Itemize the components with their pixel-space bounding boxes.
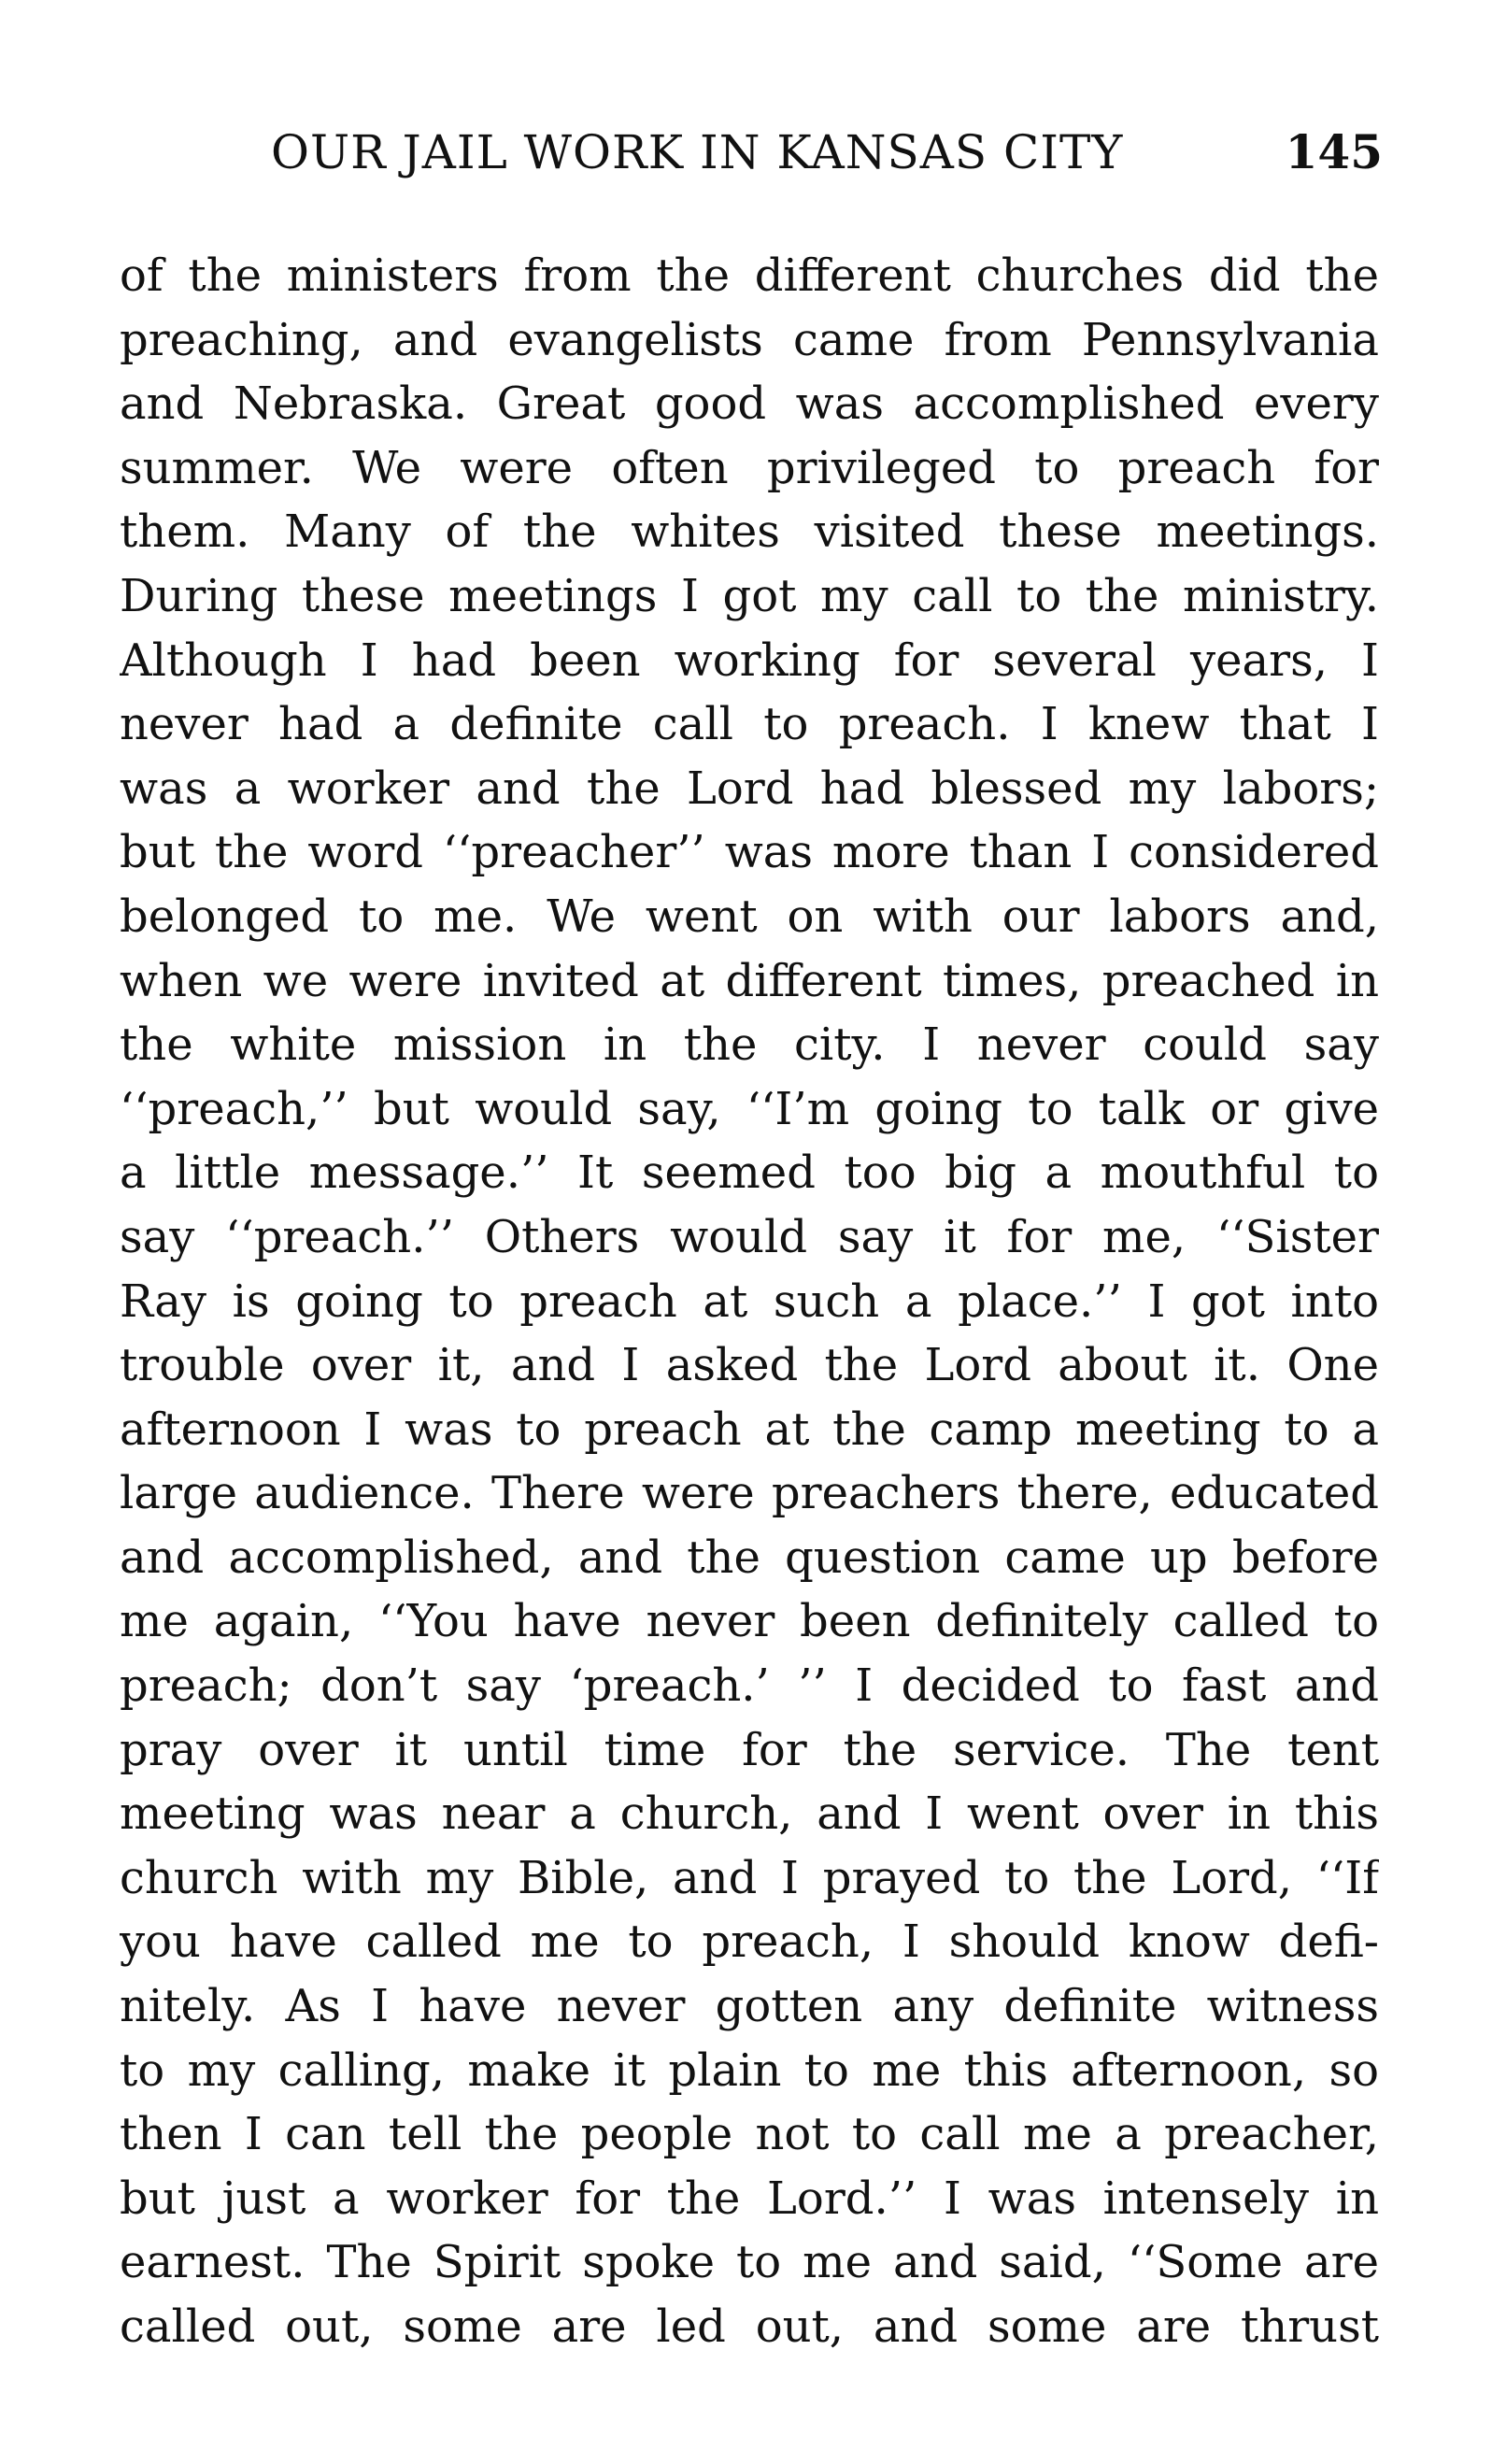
text-line: large audience. There were preachers there, educated [120, 1467, 1379, 1520]
text-line: afternoon I was to preach at the camp meeting to a [120, 1403, 1379, 1456]
text-line: to my calling, make it plain to me this afternoon, so [120, 2044, 1379, 2097]
page-number: 145 [1285, 124, 1383, 179]
text-line: and accomplished, and the question came up before [120, 1531, 1379, 1584]
text-line: meeting was near a church, and I went over in this [120, 1787, 1379, 1841]
text-line: pray over it until time for the service. The tent [120, 1723, 1379, 1776]
text-line: them. Many of the whites visited these meetings. [120, 506, 1379, 559]
text-line: a little message.’’ It seemed too big a mouthful to [120, 1147, 1379, 1200]
text-line: of the ministers from the different churches did the [120, 249, 1379, 302]
text-line: the white mission in the city. I never could say [120, 1018, 1379, 1072]
body-text [120, 244, 1379, 2359]
text-line: earnest. The Spirit spoke to me and said, ‘‘Some are [120, 2236, 1379, 2289]
text-line: belonged to me. We went on with our labors and, [120, 890, 1379, 943]
text-line: preach; don’t say ‘preach.’ ’’ I decided to fast and [120, 1659, 1379, 1713]
text-line: but just a worker for the Lord.’’ I was intensely in [120, 2172, 1379, 2225]
text-line: called out, some are led out, and some are thrust [120, 2300, 1379, 2353]
text-line: ‘‘preach,’’ but would say, ‘‘I’m going to talk or give [120, 1082, 1379, 1135]
text-line: you have called me to preach, I should know defi- [120, 1916, 1379, 1969]
text-line: me again, ‘‘You have never been definitely called to [120, 1595, 1379, 1648]
text-line: Ray is going to preach at such a place.’’ I got into [120, 1275, 1379, 1328]
text-line: say ‘‘preach.’’ Others would say it for me, ‘‘Sister [120, 1210, 1379, 1263]
text-line: then I can tell the people not to call me a preacher, [120, 2108, 1379, 2161]
running-head [112, 120, 1383, 185]
text-line: never had a definite call to preach. I knew that I [120, 698, 1379, 751]
text-line: but the word ‘‘preacher’’ was more than I considered [120, 826, 1379, 879]
text-line: when we were invited at different times, preached in [120, 954, 1379, 1007]
text-line: nitely. As I have never gotten any definite witness [120, 1980, 1379, 2033]
text-line: and Nebraska. Great good was accomplished every [120, 377, 1379, 431]
running-title: OUR JAIL WORK IN KANSAS CITY [271, 125, 1124, 179]
text-line: Although I had been working for several years, I [120, 634, 1379, 687]
text-line: preaching, and evangelists came from Pennsylvania [120, 313, 1379, 366]
text-line: church with my Bible, and I prayed to the Lord, ‘‘If [120, 1851, 1379, 1904]
text-line: was a worker and the Lord had blessed my labors; [120, 762, 1379, 815]
text-line: summer. We were often privileged to preach for [120, 441, 1379, 494]
text-line: trouble over it, and I asked the Lord about it. One [120, 1339, 1379, 1392]
text-line: During these meetings I got my call to the ministry. [120, 569, 1379, 622]
